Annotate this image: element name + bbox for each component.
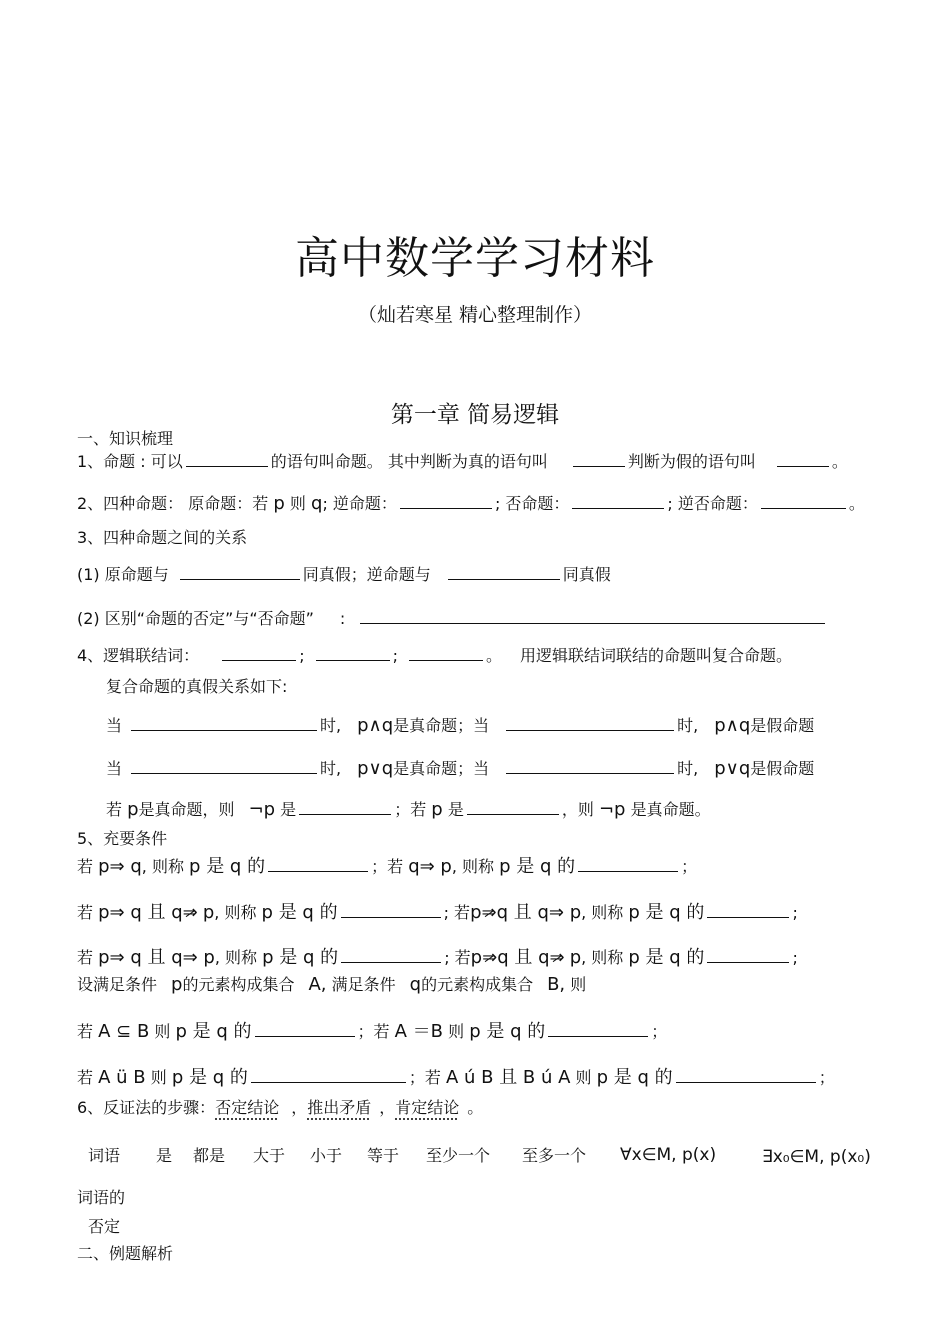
blank: [341, 946, 441, 963]
blank: [506, 757, 674, 774]
blank: [707, 946, 789, 963]
not-implies-icon: ⇒: [481, 902, 497, 923]
item-5-heading: 5、充要条件: [77, 829, 168, 848]
blank: [131, 714, 317, 731]
not-implies-icon: ⇒: [482, 947, 498, 968]
section-heading: 二、例题解析: [77, 1244, 174, 1263]
blank: [578, 855, 678, 872]
blank: [341, 901, 441, 918]
word-cell: 大于: [253, 1146, 286, 1165]
item-4: 4、逻辑联结词： ; ; 。 用逻辑联结词联结的命题叫复合命题。: [77, 646, 792, 665]
page-subtitle: （灿若寒星 精心整理制作）: [357, 304, 593, 326]
item-3-2: (2) 区别“命题的否定”与“否命题” :: [77, 607, 828, 630]
word-cell: ∃x₀∈M, p(x₀): [762, 1147, 871, 1167]
item-6: 6、反证法的步骤：否定结论 ，推出矛盾 ，肯定结论 。: [77, 1098, 484, 1117]
blank: [360, 607, 825, 624]
blank: [548, 1020, 648, 1037]
blank: [448, 563, 560, 580]
condition-line-5: 若 A ü B 则 p 是 q 的 ；若 A ú B 且 B ú A 则 p 是 q 的 ；: [77, 1067, 835, 1088]
condition-line-3: 若 p⇒ q 且 q⇒ p, 则称 p 是 q 的 ; 若p⇒q 且 q⇒ p, 则称 p 是 q 的 ;: [77, 947, 798, 968]
blank: [131, 757, 317, 774]
condition-line-4: 若 A ⊆ B 则 p 是 q 的 ；若 A ＝B 则 p 是 q 的 ；: [77, 1021, 668, 1042]
blank: [409, 644, 483, 661]
item-4-sub: 复合命题的真假关系如下:: [106, 677, 288, 696]
blank: [316, 644, 390, 661]
blank: [299, 798, 391, 815]
blank: [676, 1066, 816, 1083]
page-title: 高中数学学习材料: [295, 233, 655, 284]
item-3-heading: 3、四种命题之间的关系: [77, 528, 248, 547]
chapter-title: 第一章 简易逻辑: [390, 402, 560, 428]
word-cell: 都是: [193, 1146, 226, 1165]
word-cell: 至多一个: [522, 1146, 587, 1165]
truth-row-and: 当 时, p∧q是真命题；当 时, p∧q是假命题: [106, 715, 815, 736]
item-2: 2、四种命题： 原命题：若 p 则 q; 逆命题： ; 否命题： ; 逆否命题： 。: [77, 493, 865, 514]
not-implies-icon: ⇒: [182, 902, 198, 923]
blank: [251, 1066, 406, 1083]
word-cell: 至少一个: [426, 1146, 491, 1165]
condition-line-1: 若 p⇒ q, 则称 p 是 q 的 ；若 q⇒ p, 则称 p 是 q 的 ；: [77, 856, 698, 877]
blank: [180, 563, 300, 580]
word-negation-label: 词语的: [77, 1188, 126, 1207]
blank: [572, 492, 664, 509]
blank: [506, 714, 674, 731]
not-implies-icon: ⇒: [549, 947, 565, 968]
blank: [222, 644, 296, 661]
truth-row-or: 当 时, p∨q是真命题；当 时, p∨q是假命题: [106, 758, 815, 779]
word-cell: 等于: [367, 1146, 400, 1165]
word-negation-label: 否定: [88, 1217, 121, 1236]
blank: [707, 901, 789, 918]
blank: [573, 450, 625, 467]
blank: [400, 492, 492, 509]
blank: [255, 1020, 355, 1037]
blank: [467, 798, 559, 815]
blank: [761, 492, 846, 509]
blank: [268, 855, 368, 872]
condition-line-2: 若 p⇒ q 且 q⇒ p, 则称 p 是 q 的 ; 若p⇒q 且 q⇒ p, 则称 p 是 q 的 ;: [77, 902, 798, 923]
item-1: 1、命题 : 可以 的语句叫命题。 其中判断为真的语句叫 判断为假的语句叫 。: [77, 452, 848, 471]
truth-row-not: 若 p是真命题，则 ¬p 是 ；若 p 是 ，则 ¬p 是真命题。: [106, 799, 711, 820]
word-cell: 是: [156, 1146, 173, 1165]
word-cell: ∀x∈M, p(x): [620, 1145, 717, 1165]
word-cell: 词语: [88, 1146, 121, 1165]
blank: [777, 450, 829, 467]
blank: [186, 450, 268, 467]
item-3-1: (1) 原命题与 同真假；逆命题与 同真假: [77, 565, 611, 584]
set-definition: 设满足条件 p的元素构成集合 A, 满足条件 q的元素构成集合 B, 则: [77, 974, 587, 995]
word-cell: 小于: [310, 1146, 343, 1165]
section-heading: 一、知识梳理: [77, 429, 174, 448]
